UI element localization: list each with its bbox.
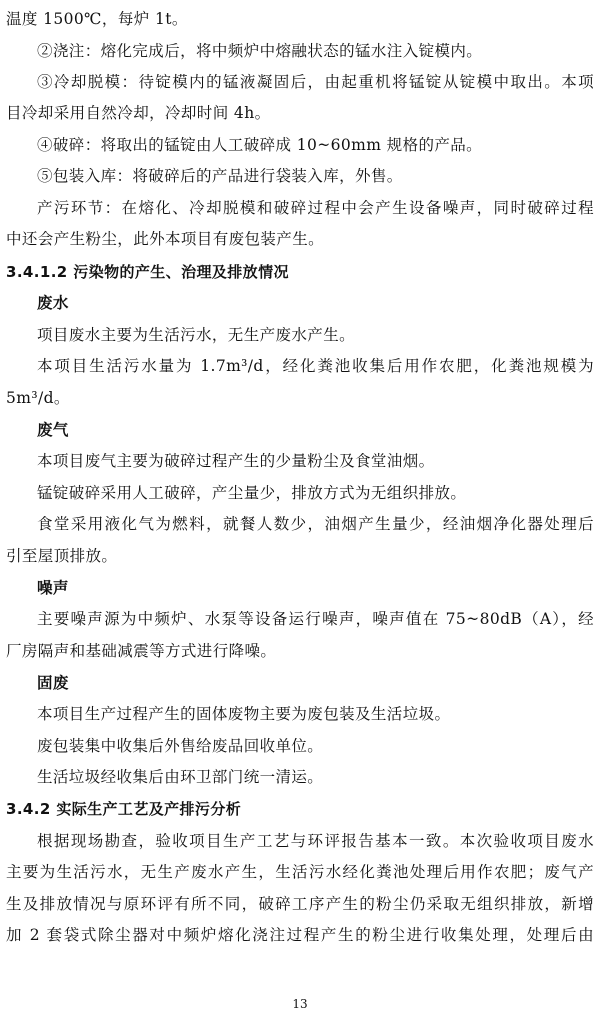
- paragraph-line: 本项目生产过程产生的固体废物主要为废包装及生活垃圾。: [37, 705, 451, 723]
- paragraph-line: 生活垃圾经收集后由环卫部门统一清运。: [37, 768, 324, 786]
- list-item-packaging: ⑤包装入库：将破碎后的产品进行袋装入库，外售。: [37, 167, 403, 185]
- paragraph-line: 目冷却采用自然冷却，冷却时间 4h。: [6, 104, 271, 122]
- subheading-wastewater: 废水: [37, 294, 69, 312]
- paragraph-line: 本项目废气主要为破碎过程产生的少量粉尘及食堂油烟。: [37, 452, 435, 470]
- list-item-cooling-demolding: ③冷却脱模：待锭模内的锰液凝固后，由起重机将锰锭从锭模中取出。本项: [37, 73, 594, 91]
- paragraph-line: 温度 1500℃，每炉 1t。: [6, 10, 188, 28]
- subheading-noise: 噪声: [37, 579, 69, 597]
- section-heading-3-4-1-2: 3.4.1.2 污染物的产生、治理及排放情况: [6, 263, 289, 281]
- paragraph-line: 主要噪声源为中频炉、水泵等设备运行噪声，噪声值在 75~80dB（A），经: [37, 610, 594, 628]
- paragraph-pollution-stage: 产污环节：在熔化、冷却脱模和破碎过程中会产生设备噪声，同时破碎过程: [37, 199, 594, 217]
- paragraph-line: 中还会产生粉尘，此外本项目有废包装产生。: [6, 230, 325, 248]
- paragraph-line: 项目废水主要为生活污水，无生产废水产生。: [37, 326, 356, 344]
- paragraph-line: 5m³/d。: [6, 389, 70, 407]
- paragraph-line: 厂房隔声和基础减震等方式进行降噪。: [6, 642, 277, 660]
- subheading-exhaust-gas: 废气: [37, 421, 69, 439]
- paragraph-line: 加 2 套袋式除尘器对中频炉熔化浇注过程产生的粉尘进行收集处理，处理后由: [6, 926, 594, 944]
- paragraph-line: 生及排放情况与原环评有所不同，破碎工序产生的粉尘仍采取无组织排放，新增: [6, 895, 594, 913]
- paragraph-line: 废包装集中收集后外售给废品回收单位。: [37, 737, 324, 755]
- paragraph-line: 根据现场勘查，验收项目生产工艺与环评报告基本一致。本次验收项目废水: [37, 832, 594, 850]
- subheading-solid-waste: 固废: [37, 674, 69, 692]
- paragraph-line: 主要为生活污水，无生产废水产生，生活污水经化粪池处理后用作农肥；废气产: [6, 863, 594, 881]
- paragraph-line: 锰锭破碎采用人工破碎，产尘量少，排放方式为无组织排放。: [37, 484, 467, 502]
- paragraph-line: 食堂采用液化气为燃料，就餐人数少，油烟产生量少，经油烟净化器处理后: [37, 515, 594, 533]
- page-number: 13: [292, 997, 308, 1011]
- paragraph-line: 本项目生活污水量为 1.7m³/d，经化粪池收集后用作农肥，化粪池规模为: [37, 357, 594, 375]
- list-item-pouring: ②浇注：熔化完成后，将中频炉中熔融状态的锰水注入锭模内。: [37, 42, 483, 60]
- list-item-crushing: ④破碎：将取出的锰锭由人工破碎成 10~60mm 规格的产品。: [37, 136, 483, 154]
- section-heading-3-4-2: 3.4.2 实际生产工艺及产排污分析: [6, 800, 242, 818]
- paragraph-line: 引至屋顶排放。: [6, 547, 118, 565]
